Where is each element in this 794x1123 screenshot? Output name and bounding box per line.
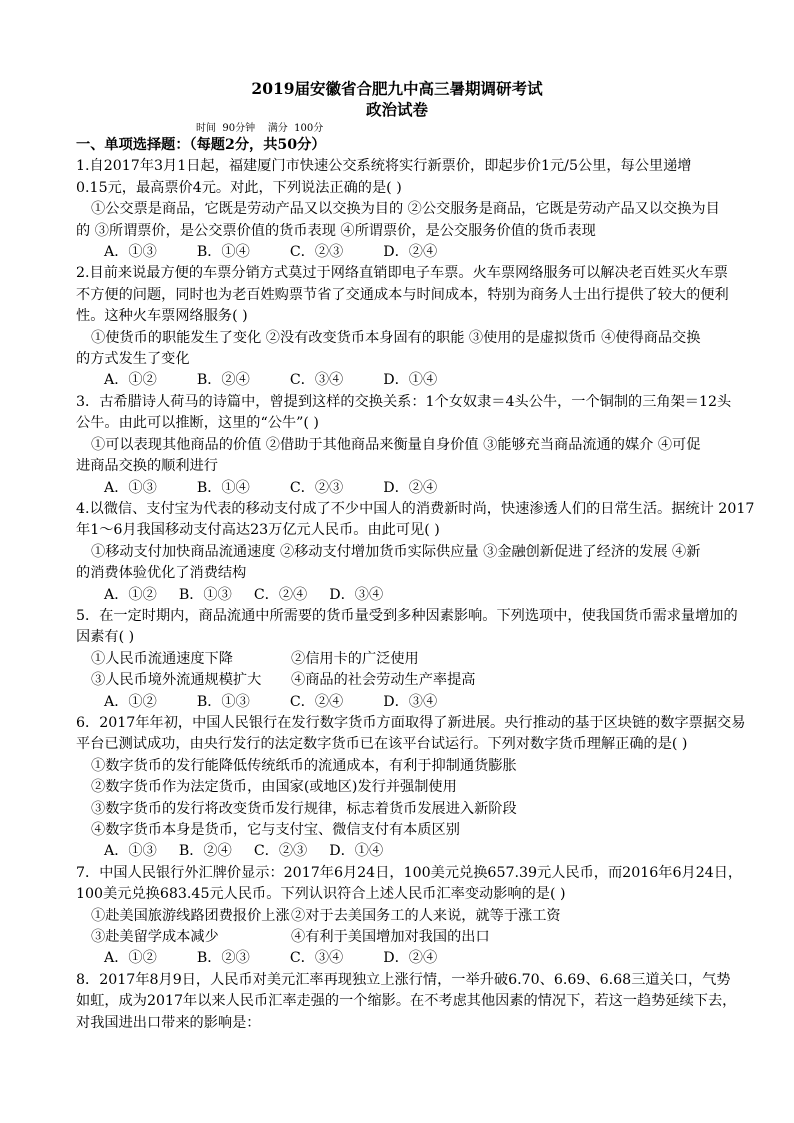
- statement: ①移动支付加快商品流通速度 ②移动支付增加货币实际供应量 ③金融创新促进了经济的发展 ④新: [91, 543, 701, 560]
- statement: ④有利于美国增加对我国的出口: [291, 929, 490, 946]
- option-d[interactable]: D．②④: [383, 950, 438, 967]
- option-a[interactable]: A．①③: [104, 843, 157, 860]
- option-d[interactable]: D．②④: [383, 244, 438, 261]
- question-text: 平台已测试成功，由央行发行的法定数字货币已在该平台试运行。下列对数字货币理解正确的是( ): [76, 736, 688, 753]
- option-c[interactable]: C．③④: [289, 950, 344, 967]
- answer-options: [76, 370, 716, 391]
- option-d[interactable]: D．③④: [329, 586, 384, 603]
- option-d[interactable]: D．①④: [383, 372, 438, 389]
- exam-content: [76, 135, 755, 1034]
- question-text: 3．古希腊诗人荷马的诗篇中，曾提到这样的交换关系：1个女奴隶＝4头公牛，一个铜制的三角架＝12头: [76, 393, 732, 410]
- option-c[interactable]: C．③④: [289, 372, 344, 389]
- option-a[interactable]: A．①②: [104, 372, 157, 389]
- option-b[interactable]: B．②④: [196, 372, 250, 389]
- question-7: [76, 863, 743, 970]
- section-heading: 一、单项选择题：（每题2分，共50分）: [76, 137, 326, 153]
- question-text: 不方便的问题，同时也为老百姓购票节省了交通成本与时间成本，特别为商务人士出行提供了较大的便利: [76, 286, 729, 303]
- answer-options: [76, 692, 716, 713]
- answer-options: [76, 841, 716, 862]
- question-text: 性。这种火车票网络服务( ): [76, 308, 248, 325]
- question-8: [76, 970, 737, 1034]
- question-text: 0.15元，最高票价4元。对此，下列说法正确的是( ): [76, 179, 402, 196]
- statement: ①可以表现其他商品的价值 ②借助于其他商品来衡量自身价值 ③能够充当商品流通的媒介 ④可促: [91, 436, 701, 453]
- option-a[interactable]: A．①③: [104, 479, 157, 496]
- option-a[interactable]: A．①③: [104, 244, 157, 261]
- option-c[interactable]: C．②④: [289, 693, 344, 710]
- answer-options: [76, 242, 716, 263]
- answer-options: [76, 585, 716, 606]
- question-text: 7．中国人民银行外汇牌价显示：2017年6月24日，100美元兑换657.39元人民币，而2016年6月24日，: [76, 864, 743, 881]
- statement: ③赴美留学成本减少: [91, 929, 219, 946]
- option-b[interactable]: B．①③: [196, 693, 250, 710]
- option-b[interactable]: B．①④: [196, 244, 250, 261]
- statement: ③数字货币的发行将改变货币发行规律，标志着货币发展进入新阶段: [91, 800, 517, 817]
- option-a[interactable]: A．①②: [104, 693, 157, 710]
- question-text: 因素有( ): [76, 629, 135, 646]
- statement: 的方式发生了变化: [76, 351, 190, 368]
- statement: 进商品交换的顺利进行: [76, 458, 218, 475]
- option-a[interactable]: A．①②: [104, 950, 157, 967]
- statement: ②信用卡的广泛使用: [291, 650, 419, 667]
- option-a[interactable]: A．①②: [104, 586, 157, 603]
- question-1: [76, 156, 720, 263]
- answer-options: [76, 948, 716, 969]
- question-3: [76, 392, 732, 499]
- option-c[interactable]: C．②③: [253, 843, 308, 860]
- question-2: [76, 263, 729, 391]
- statement: 的消费体验优化了消费结构: [76, 565, 247, 582]
- option-c[interactable]: C．②③: [289, 244, 344, 261]
- statement: ①公交票是商品，它既是劳动产品又以交换为目的 ②公交服务是商品，它既是劳动产品又以交换为目: [91, 201, 720, 218]
- option-b[interactable]: B．①③: [178, 586, 232, 603]
- option-c[interactable]: C．②③: [289, 479, 344, 496]
- option-b[interactable]: B．①④: [196, 479, 250, 496]
- question-text: 公牛。由此可以推断，这里的“公牛”( ): [76, 415, 319, 432]
- statement: ③人民币境外流通规模扩大: [91, 672, 262, 689]
- statement-row: [76, 906, 716, 927]
- statement-row: [76, 670, 716, 691]
- question-text: 2.目前来说最方便的车票分销方式莫过于网络直销即电子车票。火车票网络服务可以解决老百姓买火车票: [76, 265, 728, 282]
- statement: ①数字货币的发行能降低传统纸币的流通成本，有利于抑制通货膨胀: [91, 757, 517, 774]
- option-c[interactable]: C．②④: [253, 586, 308, 603]
- option-d[interactable]: D．①④: [329, 843, 384, 860]
- question-text: 4.以微信、支付宝为代表的移动支付成了不少中国人的消费新时尚，快速渗透人们的日常生活。据统计 2017: [76, 500, 755, 517]
- question-text: 8．2017年8月9日，人民币对美元汇率再现独立上涨行情，一举升破6.70、6.69、6.68三道关口，气势: [76, 971, 731, 988]
- option-d[interactable]: D．③④: [383, 693, 438, 710]
- statement: ②数字货币作为法定货币，由国家(或地区)发行并强制使用: [91, 779, 457, 796]
- statement: ④数字货币本身是货币，它与支付宝、微信支付有本质区别: [91, 822, 460, 838]
- statement: ①人民币流通速度下降: [91, 650, 233, 667]
- answer-options: [76, 478, 716, 499]
- option-d[interactable]: D．②④: [383, 479, 438, 496]
- question-text: 6．2017年年初，中国人民银行在发行数字货币方面取得了新进展。央行推动的基于区块链的数字票据交易: [76, 714, 746, 731]
- question-text: 1.自2017年3月1日起，福建厦门市快速公交系统将实行新票价，即起步价1元/5公里，每公里递增: [76, 158, 692, 175]
- statement: 的 ③所谓票价，是公交票价值的货币表现 ④所谓票价，是公交服务价值的货币表现: [76, 222, 596, 239]
- question-text: 如虹，成为2017年以来人民币汇率走强的一个缩影。在不考虑其他因素的情况下，若这一趋势延续下去，: [76, 993, 737, 1010]
- statement: ①使货币的职能发生了变化 ②没有改变货币本身固有的职能 ③使用的是虚拟货币 ④使得商品交换: [91, 329, 701, 346]
- question-text: 对我国进出口带来的影响是：: [76, 1014, 261, 1031]
- statement: ④商品的社会劳动生产率提高: [291, 672, 476, 689]
- question-6: [76, 713, 746, 863]
- statement: ②对于去美国务工的人来说，就等于涨工资: [291, 907, 561, 924]
- statement: ①赴美国旅游线路团费报价上涨: [91, 907, 290, 924]
- question-text: 5．在一定时期内，商品流通中所需要的货币量受到多种因素影响。下列选项中，使我国货币需求量增加的: [76, 607, 738, 624]
- question-5: [76, 606, 738, 713]
- question-text: 年1～6月我国移动支付高达23万亿元人民币。由此可见( ): [76, 522, 440, 539]
- option-b[interactable]: B．②③: [196, 950, 250, 967]
- exam-subtitle: 政治试卷: [365, 100, 428, 119]
- exam-title: 2019届安徽省合肥九中高三暑期调研考试: [251, 79, 543, 98]
- statement-row: [76, 649, 716, 670]
- option-b[interactable]: B．②④: [178, 843, 232, 860]
- question-4: [76, 499, 755, 606]
- question-text: 100美元兑换683.45元人民币。下列认识符合上述人民币汇率变动影响的是( ): [76, 886, 566, 903]
- exam-meta: 时间 90分钟 满分 100分: [196, 123, 324, 134]
- statement-row: [76, 927, 716, 948]
